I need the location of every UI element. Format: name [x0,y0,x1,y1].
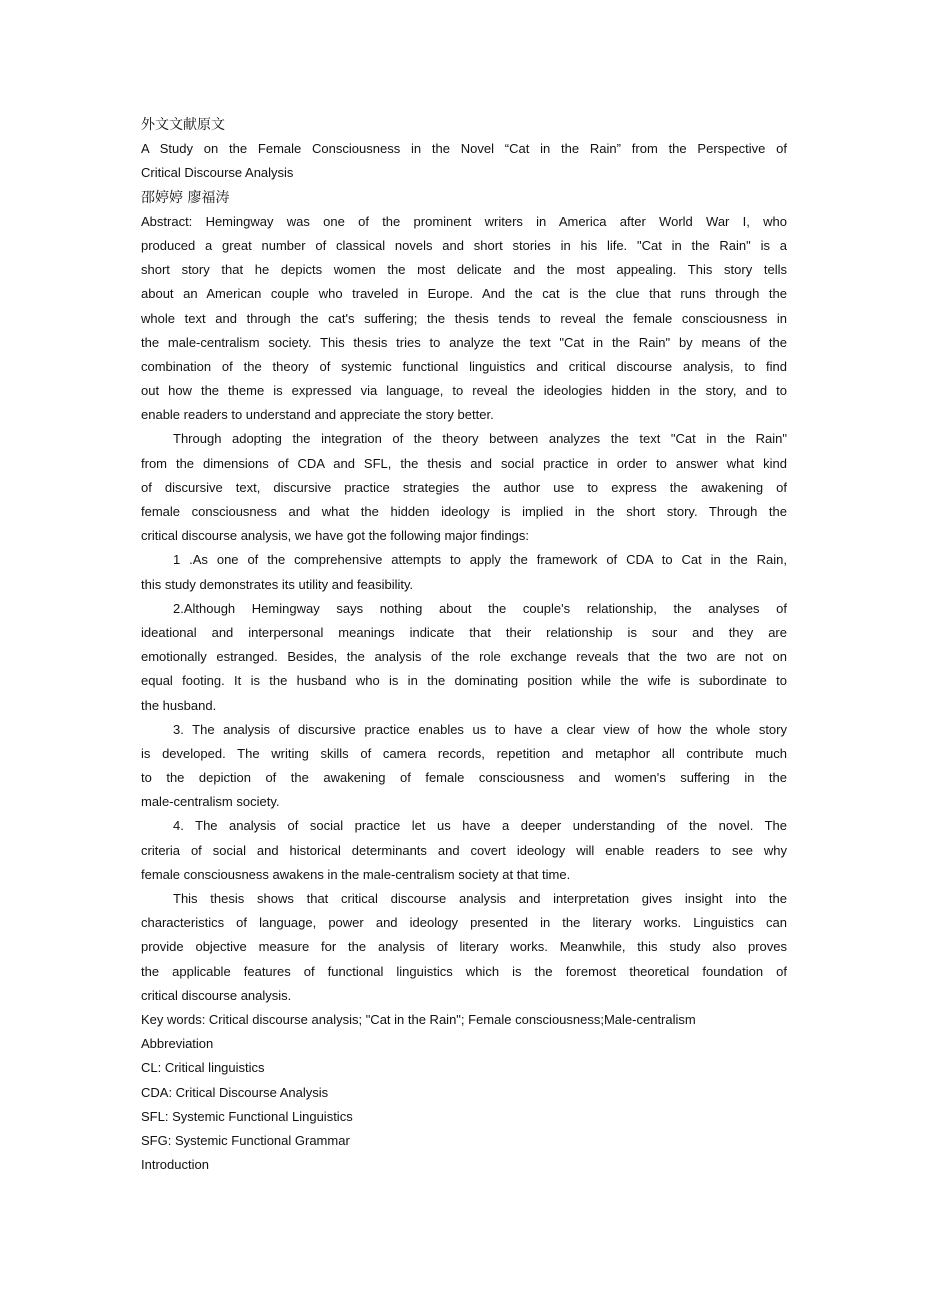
document-body [141,113,787,1177]
paragraph-line: produced a great number of classical novels and short stories in his life. "Cat in the Rain" is a [141,237,787,253]
paragraph-line: critical discourse analysis. [141,987,292,1003]
paragraph [141,718,787,815]
paragraph-line: combination of the theory of systemic functional linguistics and critical discourse analysis, to find [141,358,787,374]
paragraph-line: enable readers to understand and appreciate the story better. [141,407,494,423]
paragraph-line: equal footing. It is the husband who is in the dominating position while the wife is subordinate to [141,673,787,689]
keywords: Key words: Critical discourse analysis; "Cat in the Rain"; Female consciousness;Male-centralism [141,1011,696,1027]
title-line: Critical Discourse Analysis [141,165,294,181]
abbreviation-item: CL: Critical linguistics [141,1060,265,1076]
paragraph [141,887,787,1008]
paragraph-line: female consciousness awakens in the male-centralism society at that time. [141,866,571,882]
paragraph-line: from the dimensions of CDA and SFL, the thesis and social practice in order to answer what kind [141,455,787,471]
paragraph-line: the male-centralism society. This thesis tries to analyze the text "Cat in the Rain" by means of the [141,334,787,350]
paragraph-line: out how the theme is expressed via language, to reveal the ideologies hidden in the story, and to [141,383,787,399]
paragraph-line: whole text and through the cat's suffering; the thesis tends to reveal the female consciousness in [141,310,787,326]
paragraph-line: critical discourse analysis, we have got the following major findings: [141,528,530,544]
paragraph [141,814,787,887]
paragraph-line: 4. The analysis of social practice let us have a deeper understanding of the novel. The [173,818,787,834]
paragraph-line: criteria of social and historical determinants and covert ideology will enable readers to see why [141,842,787,858]
paragraph-line: ideational and interpersonal meanings indicate that their relationship is sour and they are [141,624,787,640]
paragraph-line: female consciousness and what the hidden ideology is implied in the short story. Through the [141,504,787,519]
paragraph-line: 1 .As one of the comprehensive attempts to apply the framework of CDA to Cat in the Rain, [173,552,787,568]
abbreviation-heading: Abbreviation [141,1036,214,1052]
paragraph-line: Through adopting the integration of the theory between analyzes the text "Cat in the Rain" [173,431,787,447]
title-line: A Study on the Female Consciousness in the Novel “Cat in the Rain” from the Perspective of [141,141,787,157]
paragraph-line: short story that he depicts women the most delicate and the most appealing. This story tells [141,262,787,278]
paragraph-line: the applicable features of functional linguistics which is the foremost theoretical foundation of [141,963,787,979]
paragraph-line: this study demonstrates its utility and feasibility. [141,576,414,592]
paragraph [141,548,787,596]
introduction-heading: Introduction [141,1157,209,1173]
abbreviation-item: SFL: Systemic Functional Linguistics [141,1108,353,1124]
paragraph-line: characteristics of language, power and ideology presented in the literary works. Linguistics can [141,915,787,931]
paragraph-line: about an American couple who traveled in Europe. And the cat is the clue that runs through the [141,286,787,302]
abstract-paragraphs [141,210,787,1008]
paragraph-line: to the depiction of the awakening of female consciousness and women's suffering in the [141,770,787,786]
paragraph-line: male-centralism society. [141,794,280,810]
paragraph-line: is developed. The writing skills of camera records, repetition and metaphor all contribute much [141,745,787,761]
paragraph-line: Abstract: Hemingway was one of the prominent writers in America after World War I, who [141,213,787,229]
paragraph-line: the husband. [141,697,217,713]
abbreviation-item: SFG: Systemic Functional Grammar [141,1132,350,1148]
abbreviation-item: CDA: Critical Discourse Analysis [141,1084,329,1100]
paragraph [141,427,787,548]
section-heading: 外文文献原文 [141,117,225,133]
authors: 邵婷婷 廖福涛 [141,189,230,206]
paragraph [141,597,787,718]
paragraph-line: This thesis shows that critical discourse analysis and interpretation gives insight into the [173,891,787,906]
paragraph [141,210,787,428]
paragraph-line: provide objective measure for the analysis of literary works. Meanwhile, this study also proves [141,939,787,955]
paragraph-line: 3. The analysis of discursive practice enables us to have a clear view of how the whole story [173,721,787,737]
paragraph-line: 2.Although Hemingway says nothing about the couple's relationship, the analyses of [173,600,787,616]
paragraph-line: emotionally estranged. Besides, the analysis of the role exchange reveals that the two are not on [141,649,787,665]
paragraph-line: of discursive text, discursive practice strategies the author use to express the awakening of [141,479,787,495]
